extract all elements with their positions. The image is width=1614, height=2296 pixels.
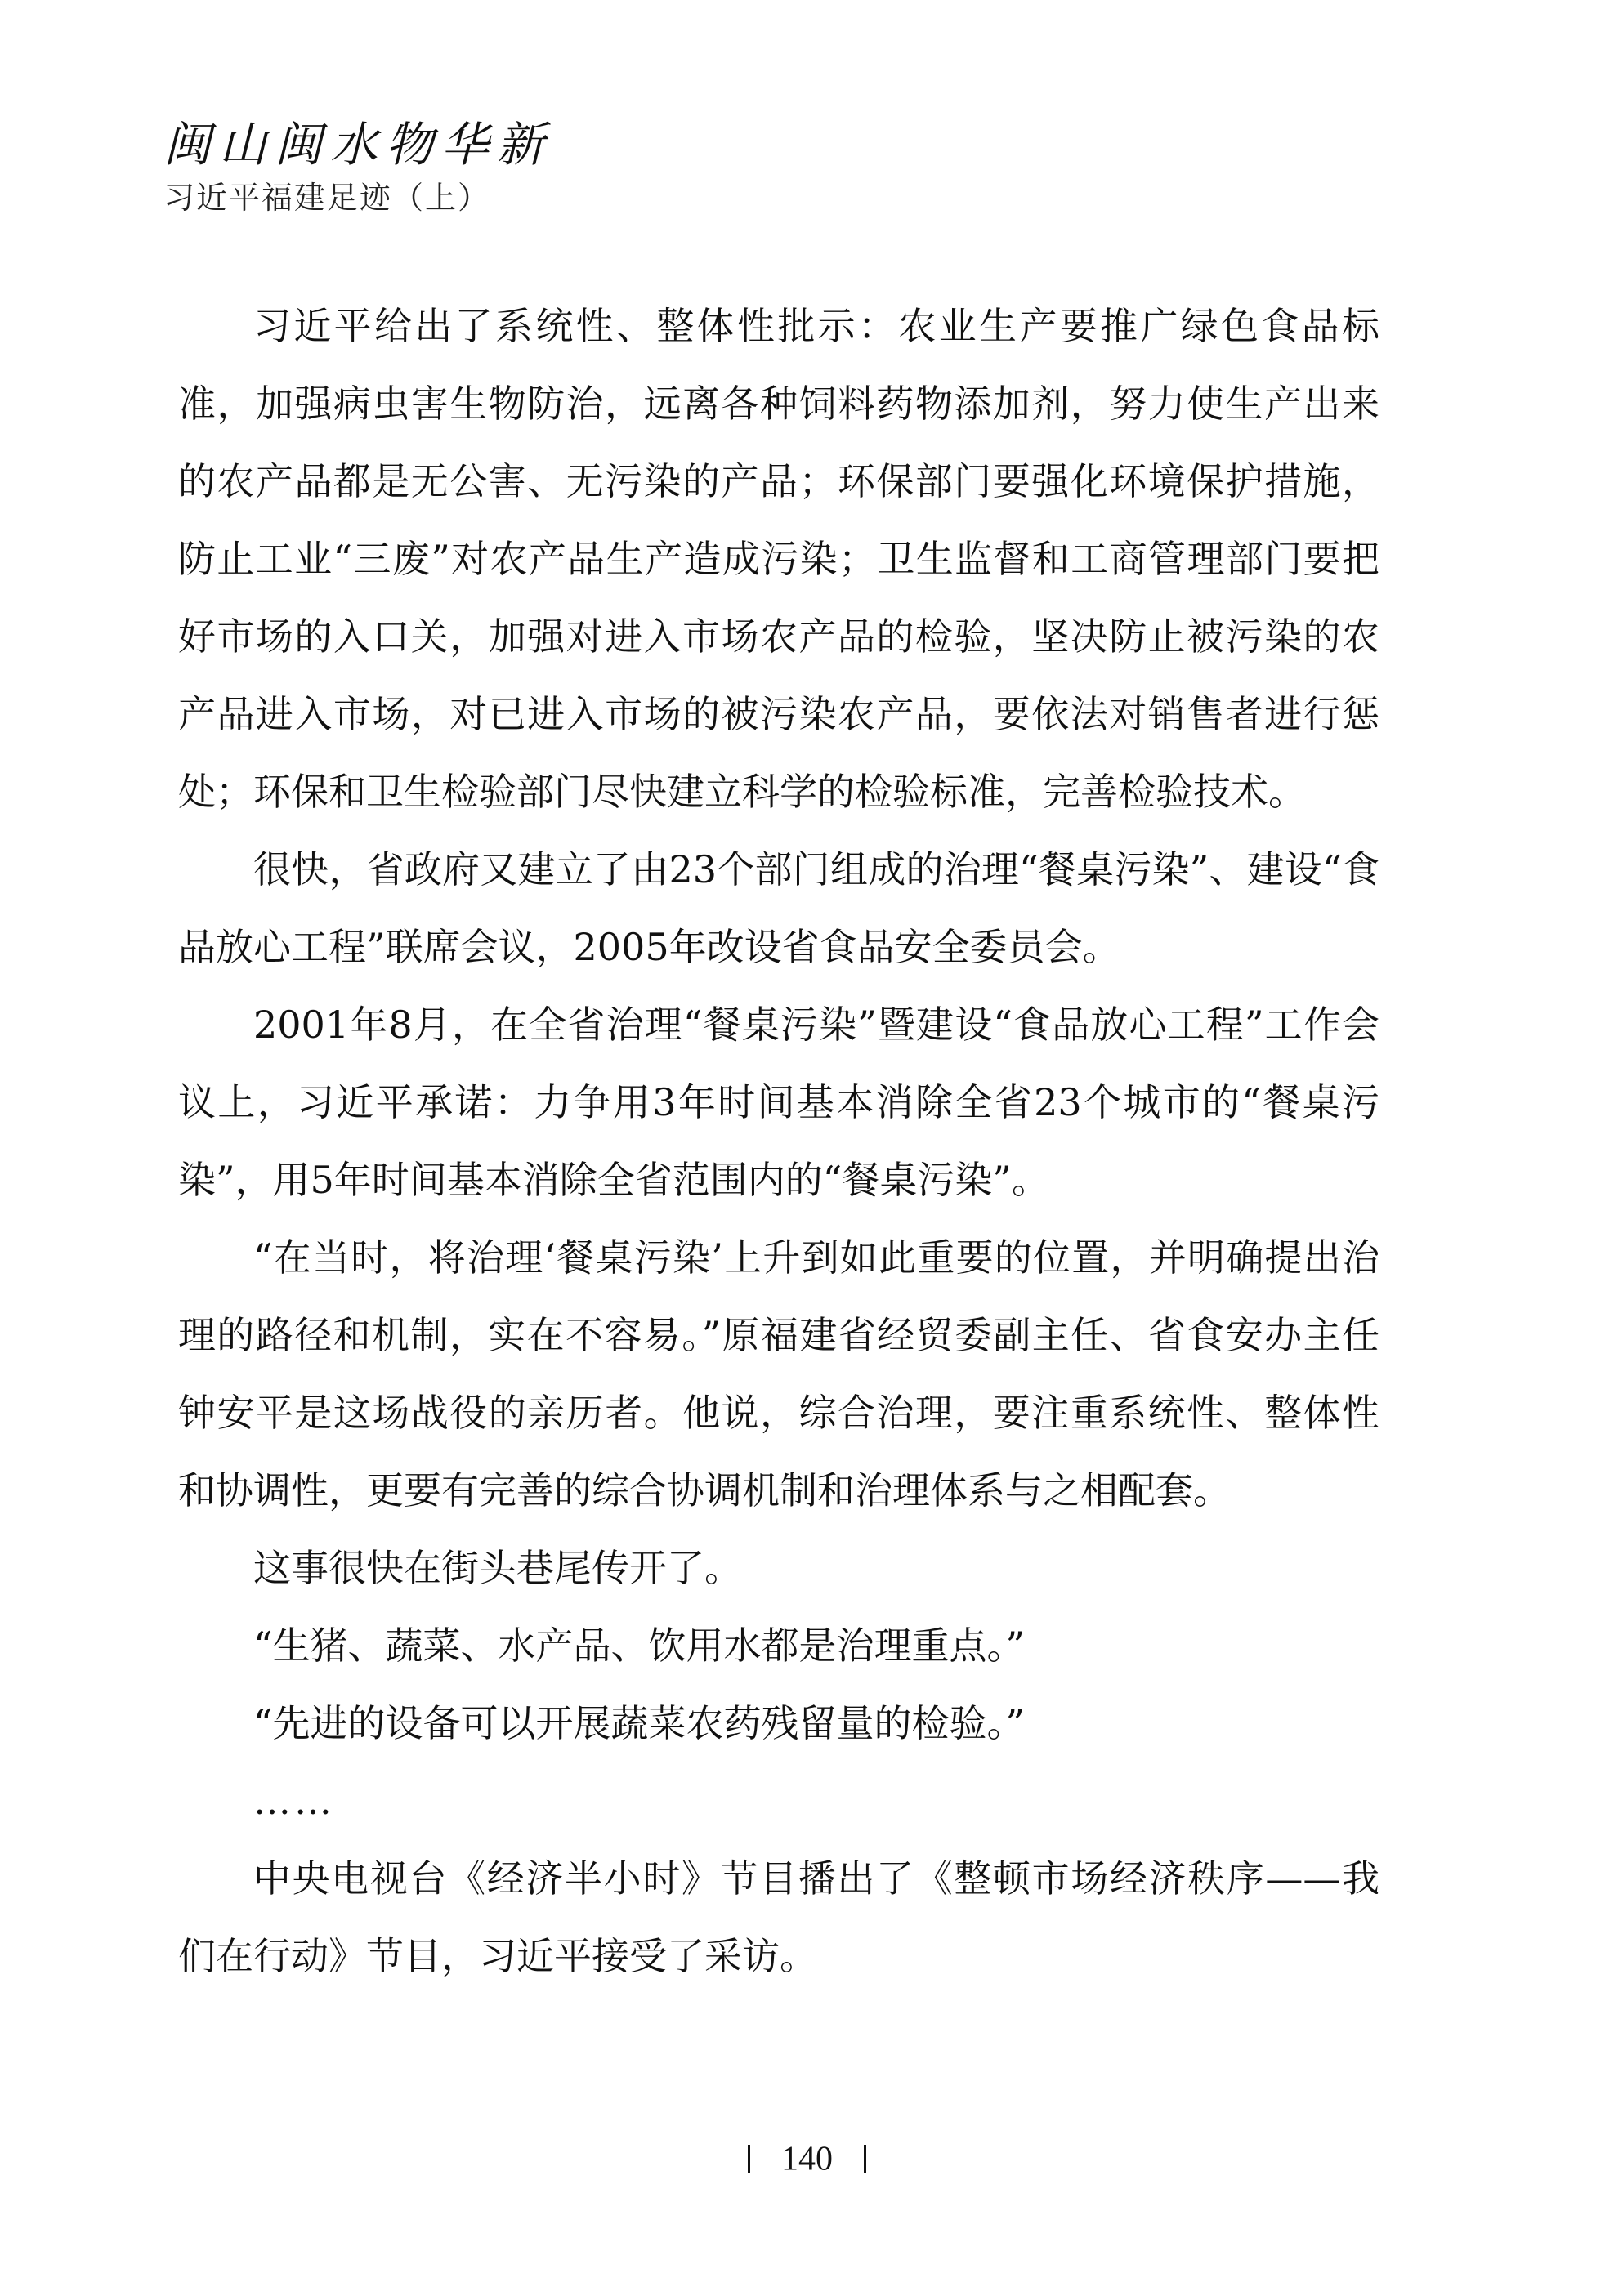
book-subtitle: 习近平福建足迹（上）: [163, 180, 491, 216]
running-header: [163, 113, 899, 219]
page-footer: [0, 2137, 1614, 2178]
paragraph-cctv: 中央电视台《经济半小时》节目播出了《整顿市场经济秩序——我们在行动》节目，习近平接受了采访。: [178, 1856, 1379, 1978]
body-text: [178, 288, 1379, 1995]
paragraph-quote-focus: “生猪、蔬菜、水产品、饮用水都是治理重点。”: [253, 1624, 1026, 1668]
paragraph-ellipsis: ……: [253, 1779, 335, 1823]
paragraph-instructions: 习近平给出了系统性、整体性批示：农业生产要推广绿色食品标准，加强病虫害生物防治，远离各种饲料药物添加剂，努力使生产出来的农产品都是无公害、无污染的产品；环保部门要强化环境保护措施，防止工业“三废”对农产品生产造成污染；卫生监督和工商管理部门要把好市场的入口关，加强对进入市场农产品的检验，坚决防止被污染的农产品进入市场，对已进入市场的被污染农产品，要依法对销售者进行惩处；环保和卫生检验部门尽快建立科学的检验标准，完善检验技术。: [178, 304, 1379, 814]
paragraph-quote-zhong: “在当时，将治理‘餐桌污染’上升到如此重要的位置，并明确提出治理的路径和机制，实在不容易。”原福建省经贸委副主任、省食安办主任钟安平是这场战役的亲历者。他说，综合治理，要注重系统性、整体性和协调性，更要有完善的综合协调机制和治理体系与之相配套。: [178, 1235, 1379, 1512]
paragraph-joint-meeting: 很快，省政府又建立了由23个部门组成的治理“餐桌污染”、建设“食品放心工程”联席会议，2005年改设省食品安全委员会。: [178, 847, 1379, 969]
paragraph-2001-meeting: 2001年8月，在全省治理“餐桌污染”暨建设“食品放心工程”工作会议上，习近平承诺：力争用3年时间基本消除全省23个城市的“餐桌污染”，用5年时间基本消除全省范围内的“餐桌污染”。: [178, 1003, 1379, 1202]
footer-left-rule: [748, 2145, 750, 2173]
page-number: 140: [781, 2140, 833, 2178]
book-title: 闽山闽水物华新: [163, 117, 553, 172]
paragraph-spread: 这事很快在街头巷尾传开了。: [253, 1546, 742, 1590]
footer-right-rule: [864, 2145, 866, 2173]
paragraph-quote-equipment: “先进的设备可以开展蔬菜农药残留量的检验。”: [253, 1701, 1026, 1745]
